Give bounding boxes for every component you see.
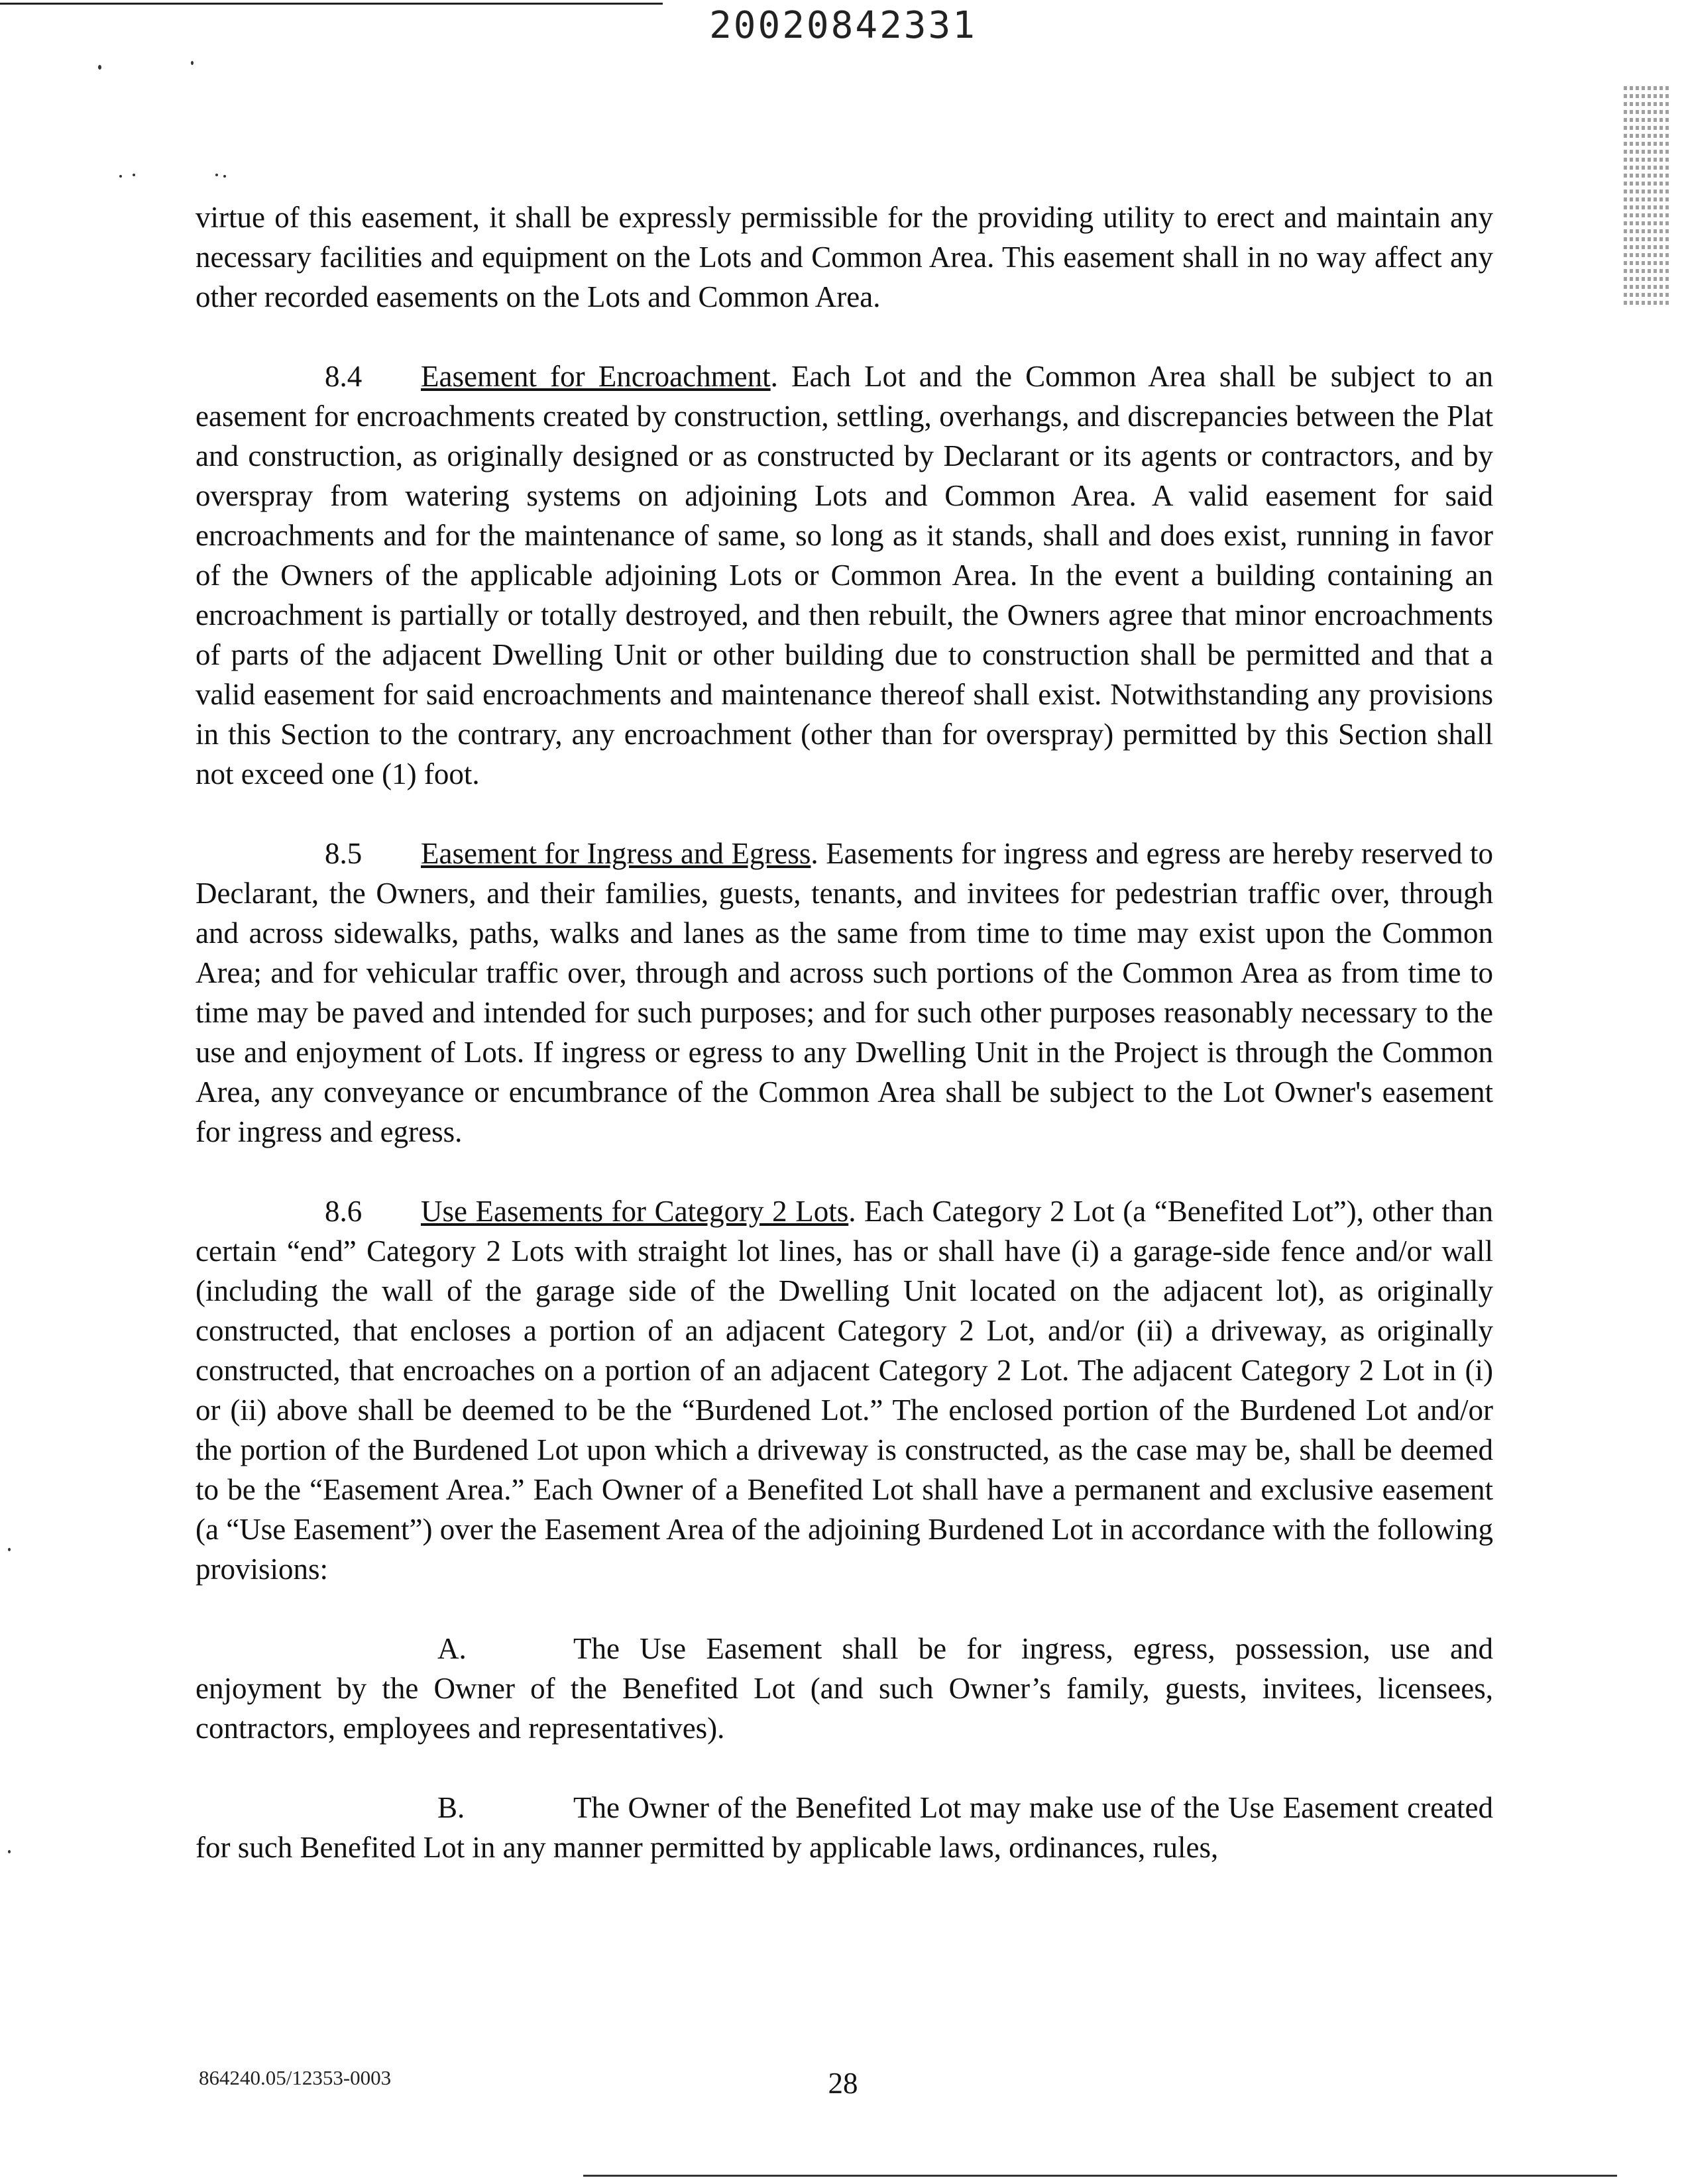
scan-mark-line xyxy=(1624,94,1670,98)
scan-speck xyxy=(8,1850,11,1853)
subsection-text: The Owner of the Benefited Lot may make use of the Use Easement created for such Benefited Lot in any manner permitted by applicable laws, ordinances, rules, xyxy=(196,1791,1493,1864)
bottom-rule xyxy=(583,2175,1617,2177)
scan-mark-line xyxy=(1624,102,1670,106)
scan-mark-line xyxy=(1624,150,1670,154)
scan-mark-line xyxy=(1624,277,1670,281)
section-heading: Easement for Ingress and Egress xyxy=(421,837,811,870)
section-heading: Use Easements for Category 2 Lots xyxy=(421,1195,849,1228)
scan-mark-line xyxy=(1624,269,1670,273)
scan-mark-line xyxy=(1624,221,1670,225)
scan-mark-line xyxy=(1624,285,1670,289)
section-8-5 xyxy=(196,834,1493,1152)
scan-speck xyxy=(223,175,226,178)
subsection-letter: A. xyxy=(437,1632,467,1665)
scan-speck xyxy=(215,174,218,176)
subsection-b xyxy=(196,1788,1493,1867)
scan-mark-line xyxy=(1624,182,1670,186)
continuation-paragraph: virtue of this easement, it shall be expressly permissible for the providing utility to erect and maintain any necessary facilities and equipment on the Lots and Common Area. This easement shall in no way affect any other recorded easements on the Lots and Common Area. xyxy=(196,201,1493,313)
section-number: 8.6 xyxy=(325,1195,363,1228)
scan-mark-line xyxy=(1624,205,1670,209)
scan-speck xyxy=(8,1548,11,1551)
scan-mark-line xyxy=(1624,261,1670,265)
scan-mark-line xyxy=(1624,166,1670,170)
margin-scan-mark xyxy=(1624,86,1670,311)
scan-mark-line xyxy=(1624,134,1670,138)
footer-reference: 864240.05/12353-0003 xyxy=(199,2066,392,2089)
section-text: . Each Category 2 Lot (a “Benefited Lot”), other than certain “end” Category 2 Lots with straight lot lines, has or shall have (i) a garage-side fence and/or wall (including the wall of the garage side of the Dwelling Unit located on the adjacent lot), as originally constructed, that encloses a portion of an adjacent Category 2 Lot, and/or (ii) a driveway, as originally constructed, that encroaches on a portion of an adjacent Category 2 Lot. The adjacent Category 2 Lot in (i) or (ii) above shall be deemed to be the “Burdened Lot.” The enclosed portion of the Burdened Lot and/or the portion of the Burdened Lot upon which a driveway is constructed, as the case may be, shall be deemed to be the “Easement Area.” Each Owner of a Benefited Lot shall have a permanent and exclusive easement (a “Use Easement”) over the Easement Area of the adjoining Burdened Lot in accordance with the following provisions: xyxy=(196,1195,1493,1586)
section-8-6 xyxy=(196,1191,1493,1589)
subsection-text: The Use Easement shall be for ingress, egress, possession, use and enjoyment by the Owner of the Benefited Lot (and such Owner’s family, guests, invitees, licensees, contractors, employees and representatives). xyxy=(196,1632,1493,1745)
document-body xyxy=(196,197,1493,1907)
scan-mark-line xyxy=(1624,253,1670,257)
scan-mark-line xyxy=(1624,213,1670,217)
section-number: 8.4 xyxy=(325,360,363,393)
scan-mark-line xyxy=(1624,142,1670,146)
scan-mark-line xyxy=(1624,245,1670,249)
scan-mark-line xyxy=(1624,301,1670,305)
scan-speck xyxy=(119,175,122,178)
document-number: 20020842331 xyxy=(709,4,977,47)
scan-speck xyxy=(98,65,101,70)
section-heading: Easement for Encroachment xyxy=(421,360,771,393)
scan-speck xyxy=(191,61,194,65)
scan-mark-line xyxy=(1624,197,1670,201)
scan-mark-line xyxy=(1624,126,1670,130)
scan-mark-line xyxy=(1624,237,1670,241)
scan-mark-line xyxy=(1624,293,1670,297)
scan-mark-line xyxy=(1624,110,1670,114)
section-8-4 xyxy=(196,356,1493,794)
scan-mark-line xyxy=(1624,190,1670,193)
scan-mark-line xyxy=(1624,118,1670,122)
scan-mark-line xyxy=(1624,86,1670,90)
scan-mark-line xyxy=(1624,229,1670,233)
section-text: . Easements for ingress and egress are hereby reserved to Declarant, the Owners, and their families, guests, tenants, and invitees for pedestrian traffic over, through and across sidewalks, paths, walks and lanes as the same from time to time may exist upon the Common Area; and for vehicular traffic over, through and across such portions of the Common Area as from time to time may be paved and intended for such purposes; and for such other purposes reasonably necessary to the use and enjoyment of Lots. If ingress or egress to any Dwelling Unit in the Project is through the Common Area, any conveyance or encumbrance of the Common Area shall be subject to the Lot Owner's easement for ingress and egress. xyxy=(196,837,1493,1148)
subsection-a xyxy=(196,1629,1493,1748)
section-text: . Each Lot and the Common Area shall be subject to an easement for encroachments created by construction, settling, overhangs, and discrepancies between the Plat and construction, as originally designed or as constructed by Declarant or its agents or contractors, and by overspray from watering systems on adjoining Lots and Common Area. A valid easement for said encroachments and for the maintenance of same, so long as it stands, shall and does exist, running in favor of the Owners of the applicable adjoining Lots or Common Area. In the event a building containing an encroachment is partially or totally destroyed, and then rebuilt, the Owners agree that minor encroachments of parts of the adjacent Dwelling Unit or other building due to construction shall be permitted and that a valid easement for said encroachments and maintenance thereof shall exist. Notwithstanding any provisions in this Section to the contrary, any encroachment (other than for overspray) permitted by this Section shall not exceed one (1) foot. xyxy=(196,360,1493,791)
section-number: 8.5 xyxy=(325,837,363,870)
page-number: 28 xyxy=(828,2067,858,2100)
scan-mark-line xyxy=(1624,174,1670,178)
scan-speck xyxy=(133,174,135,176)
scan-mark-line xyxy=(1624,158,1670,162)
subsection-letter: B. xyxy=(437,1791,465,1824)
